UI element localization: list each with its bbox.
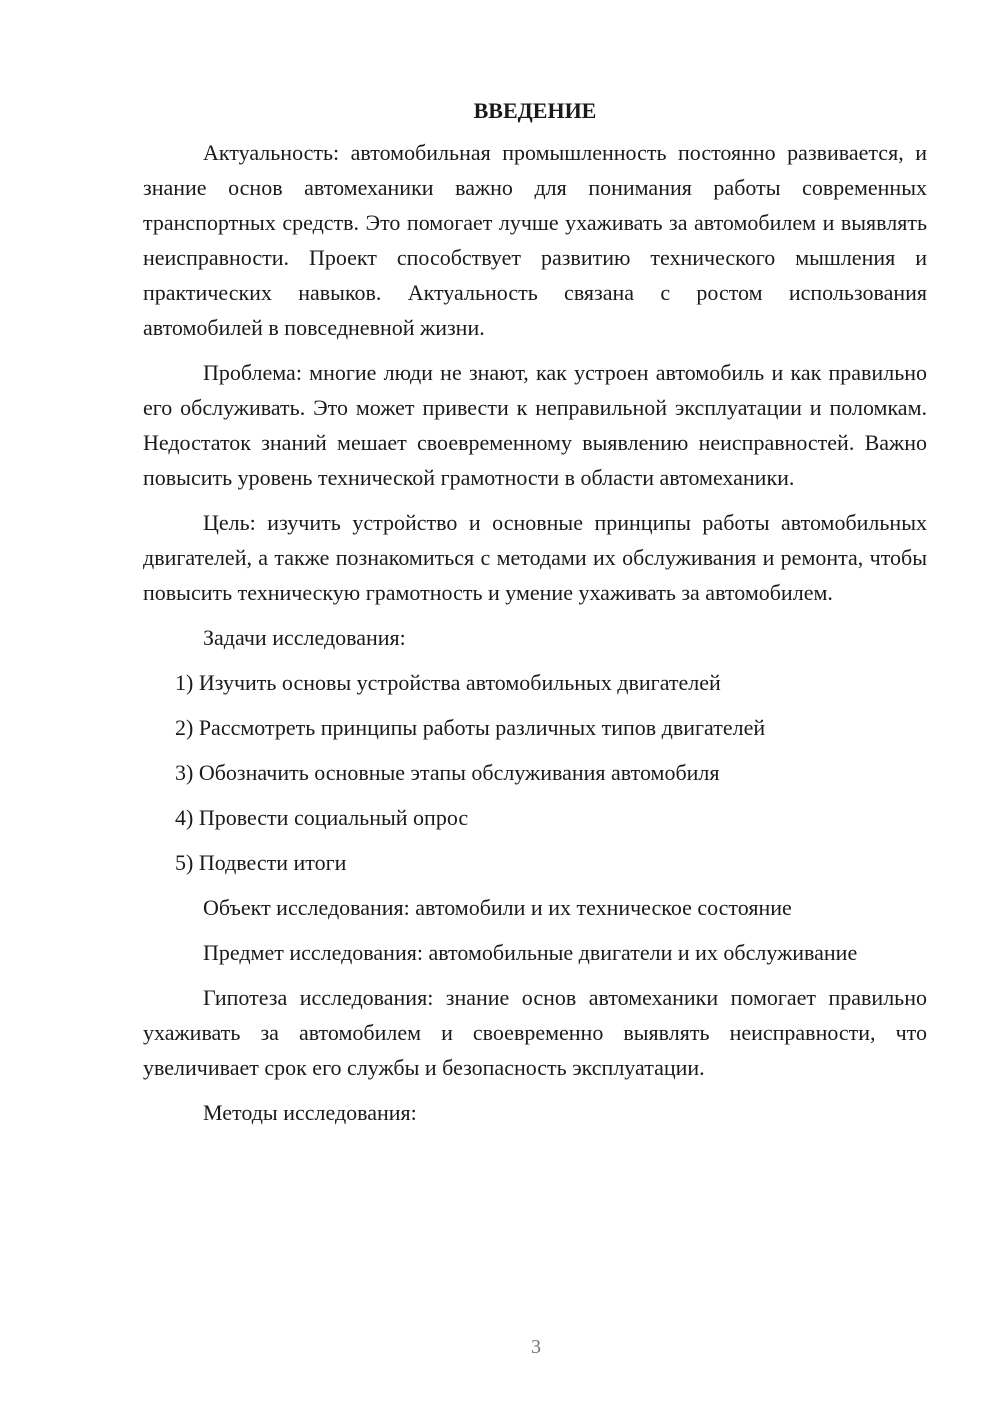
goal-paragraph: Цель: изучить устройство и основные принципы работы автомобильных двигателей, а также познакомиться с методами их обслуживания и ремонта, чтобы повысить техническую грамотность и умение ухаживать за автомобилем.	[143, 510, 927, 605]
problem-paragraph: Проблема: многие люди не знают, как устроен автомобиль и как правильно его обслуживать. Это может привести к неправильной эксплуатации и поломкам. Недостаток знаний мешает своевременному выявлению неисправностей. Важно повысить уровень технической грамотности в области автомеханики.	[143, 360, 927, 490]
list-item: 2) Рассмотреть принципы работы различных типов двигателей	[175, 715, 766, 740]
list-item: 1) Изучить основы устройства автомобильных двигателей	[175, 670, 721, 695]
relevance-paragraph: Актуальность: автомобильная промышленность постоянно развивается, и знание основ автомеханики важно для понимания работы современных транспортных средств. Это помогает лучше ухаживать за автомобилем и выявлять неисправности. Проект способствует развитию технического мышления и практических навыков. Актуальность связана с ростом использования автомобилей в повседневной жизни.	[143, 140, 927, 340]
section-title: ВВЕДЕНИЕ	[473, 98, 597, 123]
tasks-heading: Задачи исследования:	[203, 625, 406, 650]
hypothesis-paragraph: Гипотеза исследования: знание основ автомеханики помогает правильно ухаживать за автомобилем и своевременно выявлять неисправности, что увеличивает срок его службы и безопасность эксплуатации.	[143, 985, 927, 1080]
page-number: 3	[531, 1336, 541, 1358]
tasks-list	[143, 665, 927, 880]
subject-paragraph: Предмет исследования: автомобильные двигатели и их обслуживание	[203, 940, 858, 965]
list-item: 4) Провести социальный опрос	[175, 805, 469, 830]
page-content	[143, 93, 927, 1140]
object-paragraph: Объект исследования: автомобили и их техническое состояние	[203, 895, 792, 920]
list-item: 5) Подвести итоги	[175, 850, 347, 875]
page-number-container	[0, 1330, 1000, 1365]
list-item: 3) Обозначить основные этапы обслуживания автомобиля	[175, 760, 720, 785]
methods-heading: Методы исследования:	[203, 1100, 417, 1125]
